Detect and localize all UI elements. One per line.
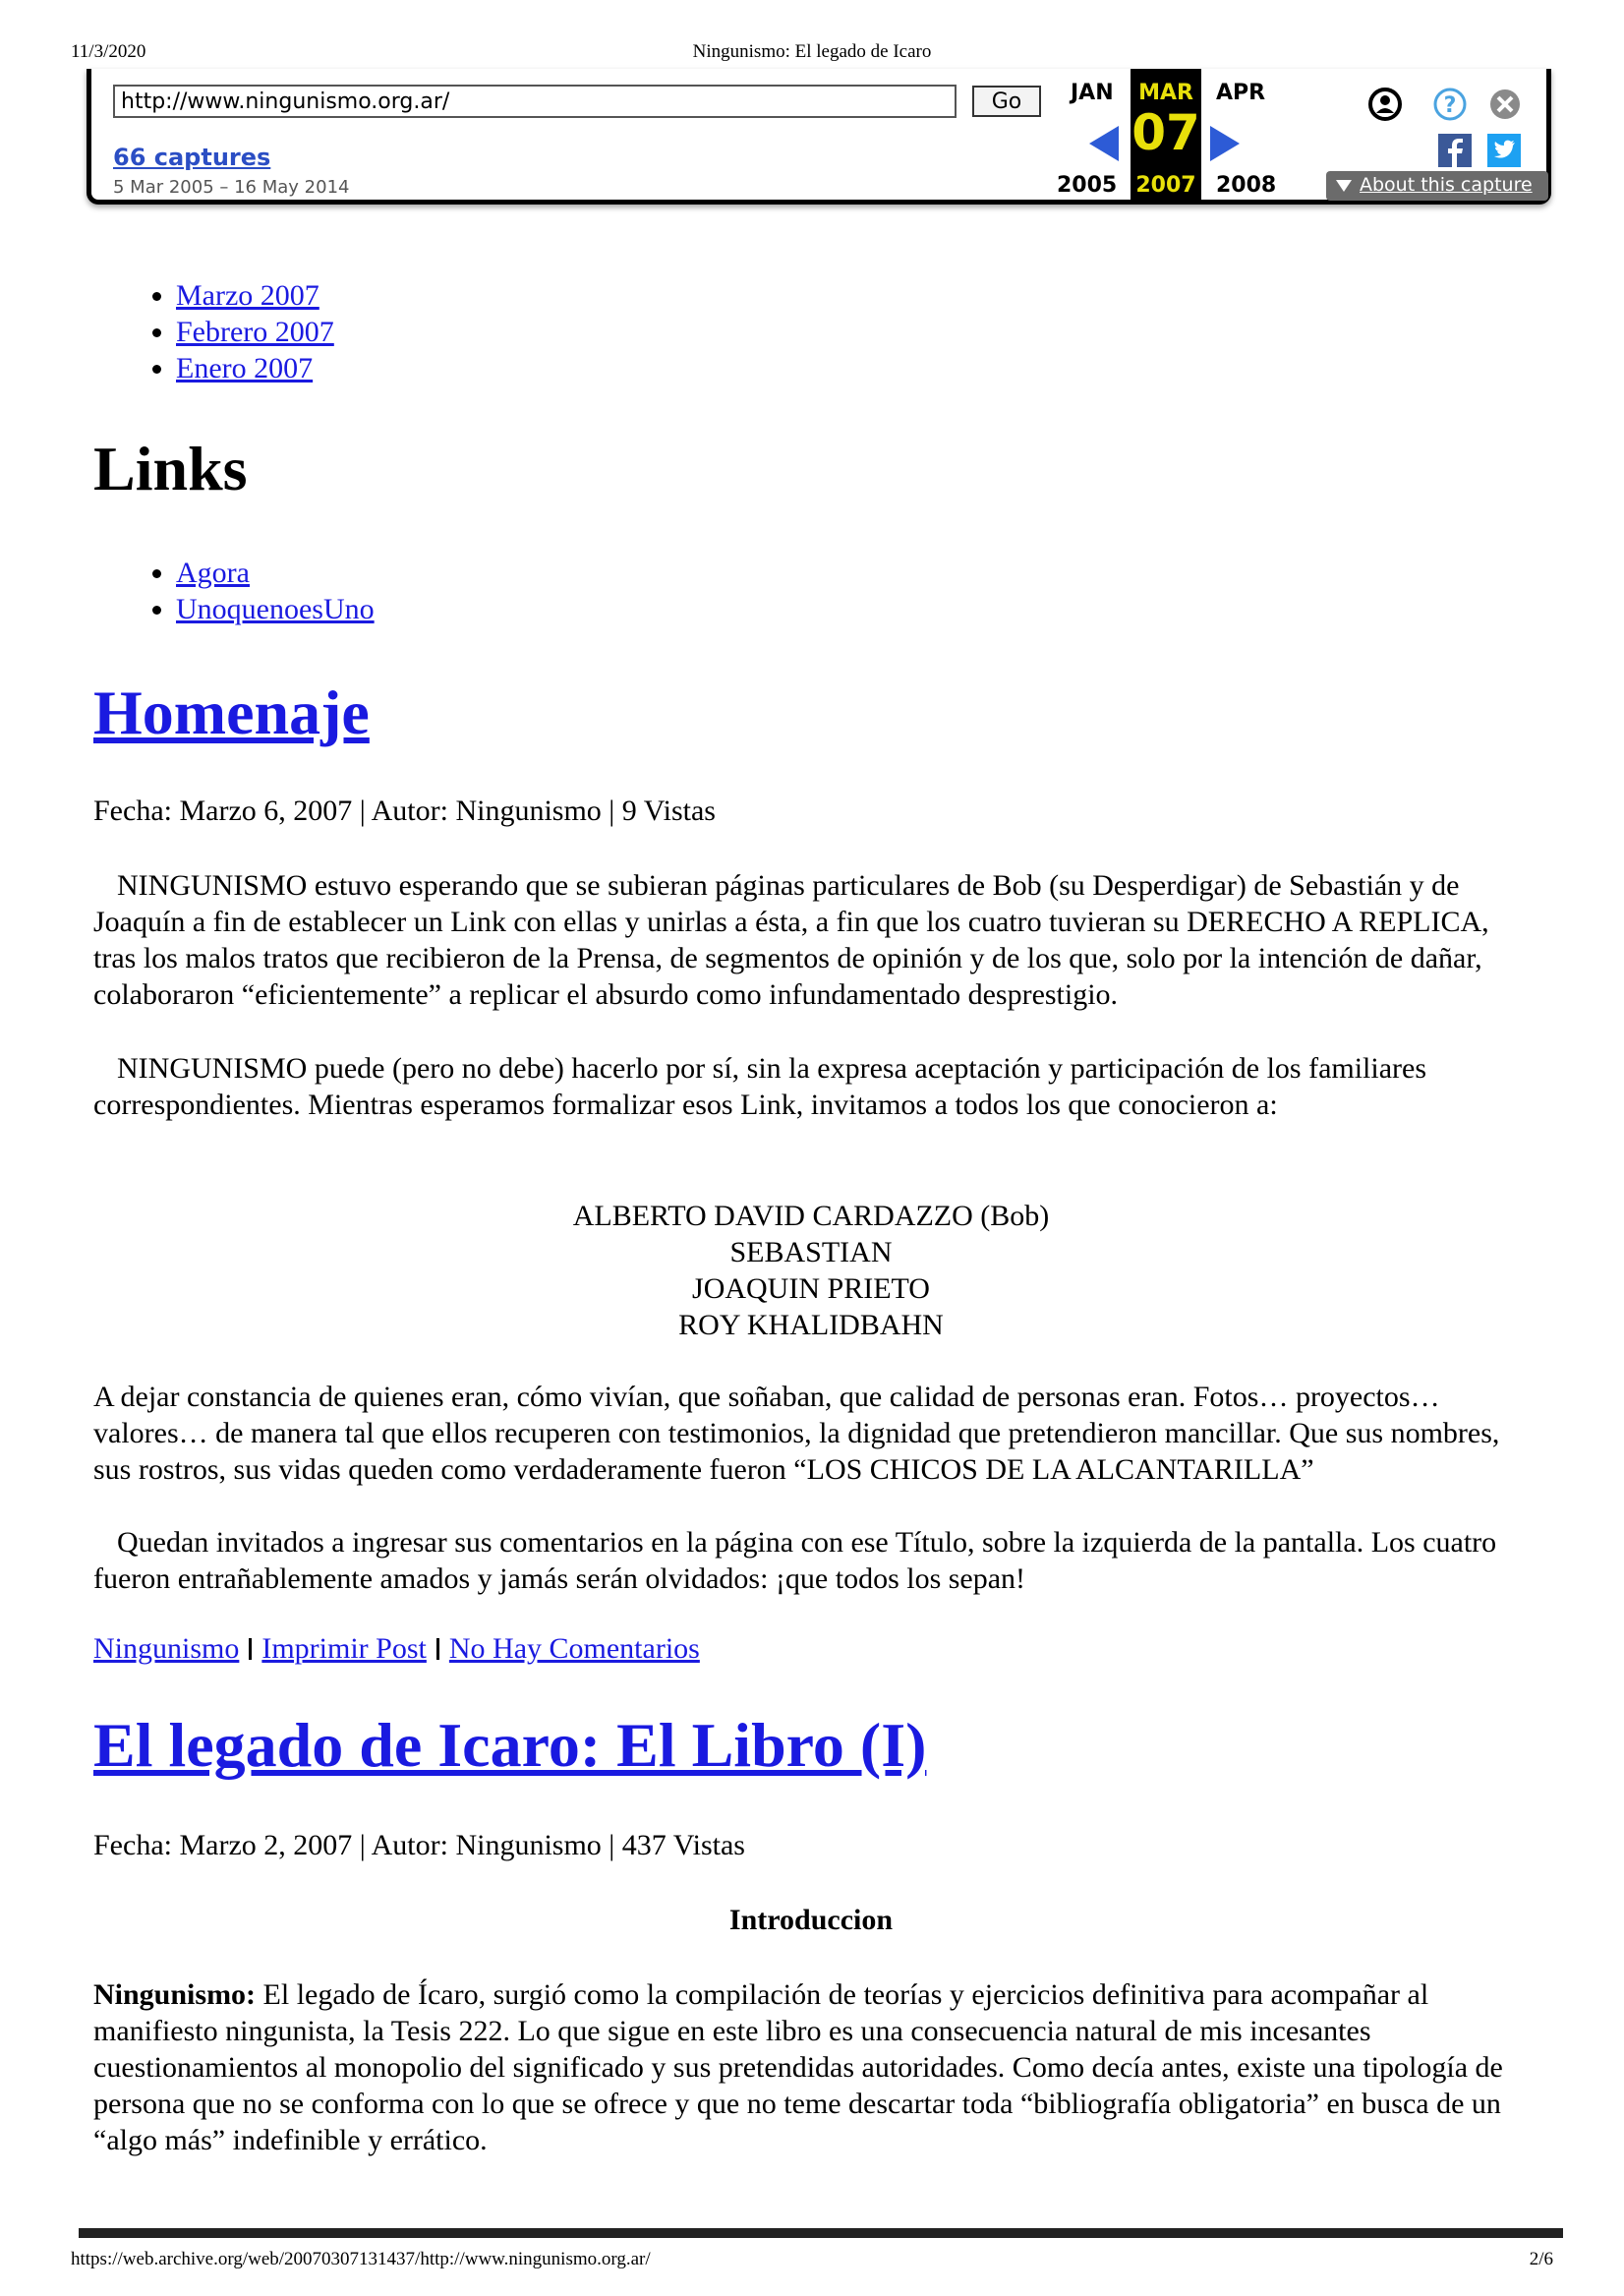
print-header [71, 41, 1553, 65]
svg-text:?: ? [1443, 93, 1457, 118]
prev-month[interactable]: JAN [1071, 81, 1114, 105]
go-button[interactable]: Go [972, 86, 1041, 117]
separator [249, 1638, 252, 1660]
close-icon[interactable] [1487, 87, 1523, 122]
archive-link[interactable]: Febrero 2007 [176, 316, 334, 348]
post-paragraph: NINGUNISMO estuvo esperando que se subieran páginas particulares de Bob (su Desperdigar) de Sebastián y de Joaquín a fin de establecer un Link con ellas y unirlas a ésta, a fin que los cuatro tuvieran su DERECHO A REPLICA, tras los malos tratos que recibieron de la Prensa, de segmentos de opinión y de los que, solo por la intención de dañar, colaboraron “eficientemente” a replicar el absurdo como infundamentado desprestigio. [93, 869, 1489, 1011]
post-paragraph: NINGUNISMO puede (pero no debe) hacerlo por sí, sin la expresa aceptación y participación de los familiares correspondientes. Mientras esperamos formalizar esos Link, invitamos a todos los que conocieron a: [93, 1052, 1427, 1121]
list-item [176, 591, 375, 627]
category-link[interactable]: Ningunismo [93, 1632, 240, 1665]
name-list [93, 1198, 1529, 1343]
paragraph-text: El legado de Ícaro, surgió como la compilación de teorías y ejercicios definitiva para acompañar al manifiesto ningunista, la Tesis 222. Lo que sigue en este libro es una consecuencia natural de mis incesantes cuestionamientos al monopolio del significado y sus pretendidas autoridades. Como decía antes, existe una tipología de persona que no se conforma con lo que se ofrece y que no teme descartar toda “bibliografía obligatoria” en busca de un “algo más” indefinible y errático. [93, 1978, 1503, 2156]
page-number: 2/6 [1529, 2249, 1553, 2269]
archive-link[interactable]: Marzo 2007 [176, 279, 319, 312]
links-heading: Links [93, 434, 248, 503]
lead-term: Ningunismo: [93, 1978, 257, 2011]
list-item [176, 277, 334, 314]
captures-link[interactable]: 66 captures [113, 144, 271, 171]
name-item: ALBERTO DAVID CARDAZZO (Bob) [572, 1200, 1050, 1232]
wayback-url-input[interactable] [113, 85, 957, 118]
next-month[interactable]: APR [1216, 81, 1266, 105]
list-item [176, 314, 334, 350]
archive-list [93, 277, 334, 386]
triangle-down-icon [1336, 180, 1352, 192]
facebook-icon[interactable] [1438, 134, 1472, 167]
post-title-link[interactable]: Homenaje [93, 677, 370, 747]
current-year: 2007 [1135, 173, 1196, 198]
print-post-link[interactable]: Imprimir Post [261, 1632, 427, 1665]
current-month: MAR [1138, 81, 1193, 105]
list-item [176, 555, 375, 591]
separator [436, 1638, 439, 1660]
list-item [176, 350, 334, 386]
help-icon[interactable] [1432, 87, 1468, 122]
capture-range: 5 Mar 2005 – 16 May 2014 [113, 177, 350, 198]
links-list [93, 555, 375, 627]
print-date: 11/3/2020 [71, 41, 146, 62]
post-links [93, 1632, 700, 1666]
post-title [93, 677, 370, 749]
post-paragraph [93, 1976, 1529, 2158]
print-url: https://web.archive.org/web/20070307131437/http://www.ningunismo.org.ar/ [71, 2249, 651, 2269]
prev-capture-arrow-icon[interactable] [1089, 126, 1119, 161]
post-meta: Fecha: Marzo 2, 2007 | Autor: Ningunismo | 437 Vistas [93, 1829, 745, 1861]
prev-year[interactable]: 2005 [1057, 173, 1118, 198]
about-capture-button[interactable] [1326, 171, 1548, 201]
current-day: 07 [1131, 104, 1200, 161]
twitter-icon[interactable] [1487, 134, 1521, 167]
current-capture-column [1131, 69, 1201, 205]
post-meta: Fecha: Marzo 6, 2007 | Autor: Ningunismo | 9 Vistas [93, 795, 716, 827]
post-title [93, 1709, 926, 1782]
user-icon[interactable] [1367, 87, 1403, 122]
footer-rule [79, 2228, 1563, 2238]
about-capture-label: About this capture [1360, 174, 1533, 196]
post-subtitle: Introduccion [728, 1904, 894, 1936]
wayback-toolbar [87, 69, 1551, 205]
next-capture-arrow-icon[interactable] [1210, 126, 1240, 161]
name-item: ROY KHALIDBAHN [678, 1309, 944, 1341]
post-paragraph: Quedan invitados a ingresar sus comentarios en la página con ese Título, sobre la izquierda de la pantalla. Los cuatro fueron entrañablemente amados y jamás serán olvidados: ¡que todos los sepan! [93, 1526, 1497, 1595]
external-link[interactable]: Agora [176, 557, 250, 589]
name-item: JOAQUIN PRIETO [692, 1272, 930, 1305]
print-title: Ningunismo: El legado de Icaro [692, 41, 932, 62]
post-title-link[interactable]: El legado de Icaro: El Libro (I) [93, 1710, 927, 1780]
comments-link[interactable]: No Hay Comentarios [448, 1632, 700, 1665]
next-year[interactable]: 2008 [1216, 173, 1277, 198]
archive-link[interactable]: Enero 2007 [176, 352, 314, 384]
post-paragraph: A dejar constancia de quienes eran, cómo vivían, que soñaban, que calidad de personas eran. Fotos… proyectos… valores… de manera tal que ellos recuperen con testimonios, la dignidad que pretendieron mancillar. Que sus nombres, sus rostros, sus vidas queden como verdaderamente fueron “LOS CHICOS DE LA ALCANTARILLA” [93, 1381, 1500, 1486]
external-link[interactable]: UnoquenoesUno [176, 593, 375, 625]
name-item: SEBASTIAN [729, 1236, 893, 1268]
